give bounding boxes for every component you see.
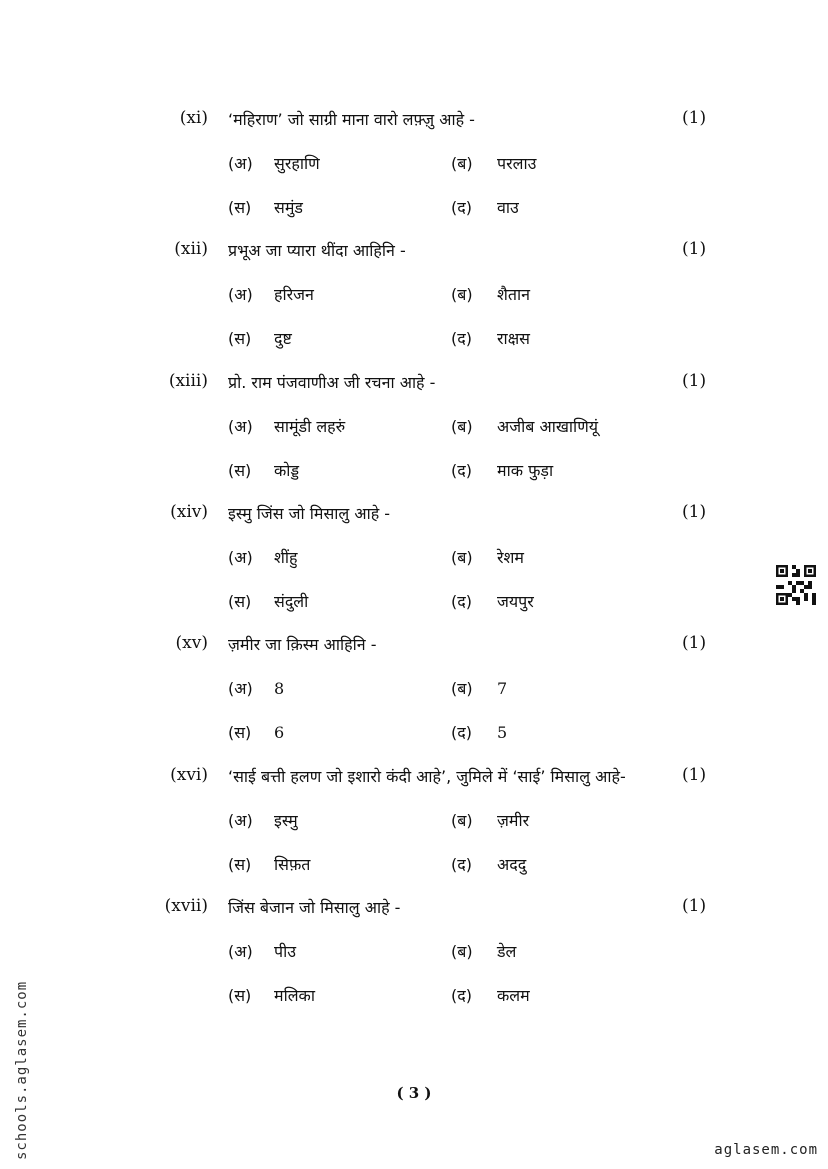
option-value: शैतान bbox=[497, 285, 531, 304]
option-label: (द) bbox=[451, 723, 472, 742]
answer-option bbox=[228, 152, 320, 174]
answer-option bbox=[228, 546, 298, 568]
question-text: ‘महिराण’ जो साग्री माना वारो लफ़्ज़ु आहे - bbox=[228, 110, 475, 129]
question-text: ज़मीर जा क़िस्म आहिनि - bbox=[228, 635, 377, 654]
answer-option bbox=[451, 283, 530, 305]
answer-option bbox=[228, 196, 303, 218]
answer-option bbox=[228, 327, 292, 349]
answer-option bbox=[451, 853, 526, 875]
option-label: (स) bbox=[228, 329, 252, 348]
option-value: कलम bbox=[497, 986, 530, 1005]
answer-option bbox=[451, 721, 507, 743]
answer-option bbox=[451, 677, 507, 699]
answer-option bbox=[451, 940, 516, 962]
question-text: प्रो. राम पंजवाणीअ जी रचना आहे - bbox=[228, 373, 436, 392]
answer-option bbox=[228, 853, 310, 875]
question-marks: (1) bbox=[682, 896, 707, 916]
option-label: (अ) bbox=[228, 154, 253, 173]
answer-option bbox=[451, 984, 530, 1006]
option-value: हरिजन bbox=[274, 285, 314, 304]
answer-option bbox=[451, 809, 529, 831]
question-number: (xvi) bbox=[170, 765, 208, 785]
answer-option bbox=[451, 459, 553, 481]
option-label: (स) bbox=[228, 986, 252, 1005]
answer-option bbox=[228, 721, 284, 743]
option-label: (ब) bbox=[451, 417, 473, 436]
answer-option bbox=[228, 590, 308, 612]
answer-option bbox=[451, 590, 534, 612]
option-label: (स) bbox=[228, 723, 252, 742]
option-value: परलाउ bbox=[497, 154, 537, 173]
option-value: रेशम bbox=[497, 548, 524, 567]
option-label: (अ) bbox=[228, 548, 253, 567]
option-value: दुष्ट bbox=[274, 329, 292, 348]
answer-option bbox=[228, 940, 296, 962]
option-value: शींहु bbox=[274, 548, 298, 567]
option-value: जयपुर bbox=[497, 592, 534, 611]
question-number: (xiii) bbox=[168, 371, 208, 391]
option-value: डेल bbox=[497, 942, 517, 961]
side-watermark: schools.aglasem.com bbox=[14, 980, 30, 1160]
option-value: 7 bbox=[497, 679, 508, 698]
option-label: (ब) bbox=[451, 811, 473, 830]
option-label: (अ) bbox=[228, 942, 253, 961]
option-value: माक फुड़ा bbox=[497, 461, 554, 480]
question-text: ‘साई बत्ती हलण जो इशारो कंदी आहे’, जुमिले में ‘साई’ मिसालु आहे- bbox=[228, 767, 626, 786]
answer-option bbox=[228, 984, 315, 1006]
question-marks: (1) bbox=[682, 502, 707, 522]
option-value: वाउ bbox=[497, 198, 519, 217]
option-label: (द) bbox=[451, 855, 472, 874]
question-number: (xv) bbox=[175, 633, 208, 653]
answer-option bbox=[228, 415, 345, 437]
option-label: (द) bbox=[451, 329, 472, 348]
option-value: ज़मीर bbox=[497, 811, 530, 830]
answer-option bbox=[228, 283, 314, 305]
question-number: (xvii) bbox=[164, 896, 208, 916]
option-label: (ब) bbox=[451, 942, 473, 961]
option-value: 6 bbox=[274, 723, 285, 742]
option-value: अददु bbox=[497, 855, 527, 874]
option-label: (द) bbox=[451, 198, 472, 217]
question-marks: (1) bbox=[682, 765, 707, 785]
option-value: 5 bbox=[497, 723, 508, 742]
option-value: सामूंडी लहरुं bbox=[274, 417, 346, 436]
option-label: (द) bbox=[451, 986, 472, 1005]
question-text: प्रभूअ जा प्यारा थींदा आहिनि - bbox=[228, 241, 406, 260]
answer-option bbox=[451, 546, 524, 568]
qr-code-icon bbox=[776, 565, 816, 605]
option-label: (अ) bbox=[228, 811, 253, 830]
option-value: राक्षस bbox=[497, 329, 530, 348]
option-value: इस्मु bbox=[274, 811, 298, 830]
question-number: (xiv) bbox=[170, 502, 208, 522]
option-value: 8 bbox=[274, 679, 285, 698]
option-value: पीउ bbox=[274, 942, 297, 961]
option-label: (अ) bbox=[228, 285, 253, 304]
option-label: (द) bbox=[451, 461, 472, 480]
option-value: मलिका bbox=[274, 986, 315, 1005]
option-label: (स) bbox=[228, 592, 252, 611]
option-value: समुंड bbox=[274, 198, 303, 217]
answer-option bbox=[451, 196, 519, 218]
option-label: (स) bbox=[228, 855, 252, 874]
question-number: (xi) bbox=[179, 108, 208, 128]
option-label: (द) bbox=[451, 592, 472, 611]
option-label: (ब) bbox=[451, 154, 473, 173]
option-value: कोड्ड bbox=[274, 461, 300, 480]
bottom-watermark: aglasem.com bbox=[714, 1142, 818, 1158]
question-marks: (1) bbox=[682, 239, 707, 259]
question-marks: (1) bbox=[682, 371, 707, 391]
option-value: सुरहाणि bbox=[274, 154, 320, 173]
page-number: ( 3 ) bbox=[396, 1084, 432, 1102]
option-label: (ब) bbox=[451, 548, 473, 567]
question-text: इस्मु जिंस जो मिसालु आहे - bbox=[228, 504, 391, 523]
answer-option bbox=[451, 415, 598, 437]
question-text: जिंस बेजान जो मिसालु आहे - bbox=[228, 898, 401, 917]
option-label: (स) bbox=[228, 198, 252, 217]
answer-option bbox=[451, 152, 536, 174]
answer-option bbox=[228, 809, 298, 831]
option-value: सिफ़त bbox=[274, 855, 311, 874]
question-marks: (1) bbox=[682, 108, 707, 128]
answer-option bbox=[451, 327, 530, 349]
question-number: (xii) bbox=[174, 239, 208, 259]
answer-option bbox=[228, 677, 284, 699]
question-marks: (1) bbox=[682, 633, 707, 653]
answer-option bbox=[228, 459, 299, 481]
option-label: (स) bbox=[228, 461, 252, 480]
option-label: (ब) bbox=[451, 679, 473, 698]
option-label: (अ) bbox=[228, 417, 253, 436]
option-value: अजीब आखाणियूं bbox=[497, 417, 599, 436]
option-value: संदुली bbox=[274, 592, 309, 611]
option-label: (ब) bbox=[451, 285, 473, 304]
option-label: (अ) bbox=[228, 679, 253, 698]
